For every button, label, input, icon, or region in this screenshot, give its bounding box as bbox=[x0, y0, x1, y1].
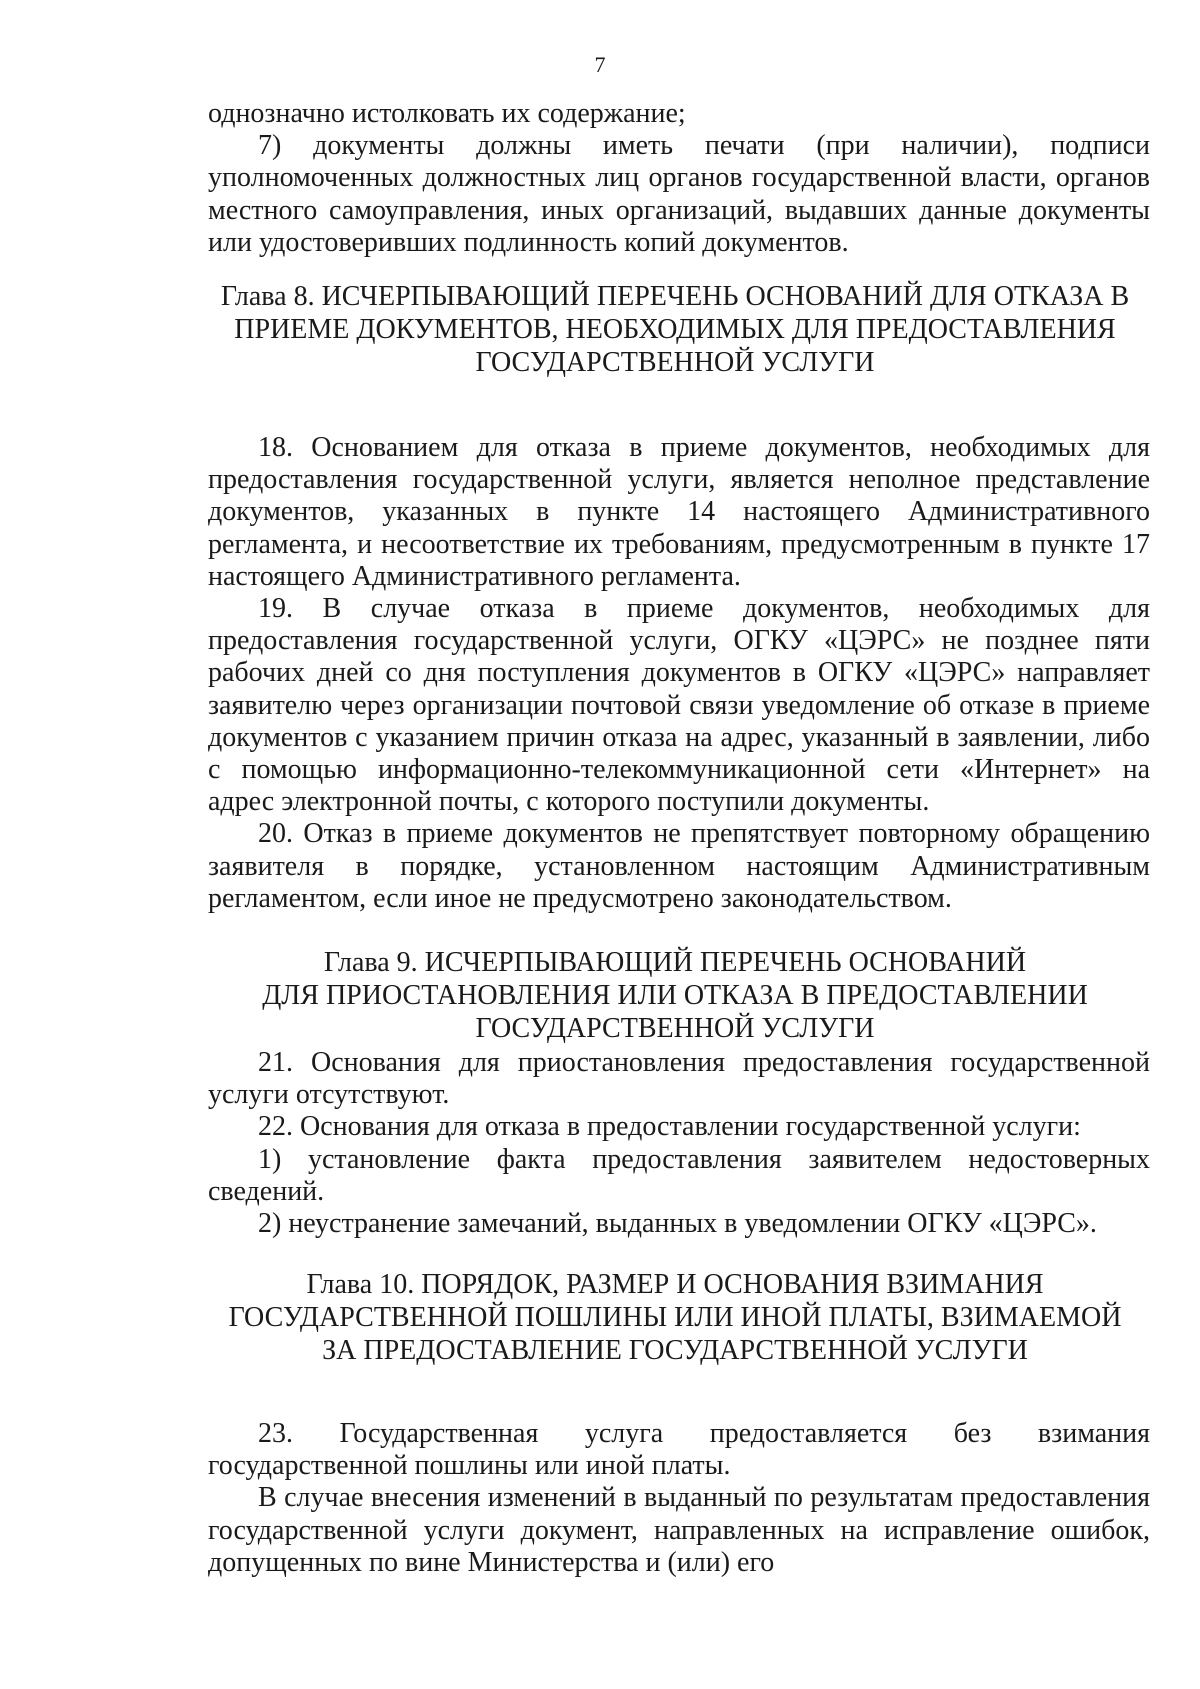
chapter-9-heading-line-2: ДЛЯ ПРИОСТАНОВЛЕНИЯ ИЛИ ОТКАЗА В ПРЕДОСТАВЛЕНИИ bbox=[262, 980, 1088, 1011]
chapter-9-heading-line-1: Глава 9. ИСЧЕРПЫВАЮЩИЙ ПЕРЕЧЕНЬ ОСНОВАНИЙ bbox=[323, 947, 1027, 978]
paragraph-21: 21. Основания для приостановления предоставления государственной услуги отсутствуют. bbox=[208, 1047, 1150, 1111]
paragraph-19: 19. В случае отказа в приеме документов, необходимых для предоставления государственной услуги, ОГКУ «ЦЭРС» не позднее пяти рабочих дней со дня поступления документов в ОГКУ «ЦЭРС» направляет заявителю через организации почтовой связи уведомление об отказе в приеме документов с указанием причин отказа на адрес, указанный в заявлении, либо с помощью информационно-телекоммуникационной сети «Интернет» на адрес электронной почты, с которого поступили документы. bbox=[208, 593, 1150, 818]
paragraph-22: 22. Основания для отказа в предоставлении государственной услуги: bbox=[258, 1111, 1081, 1143]
paragraph-20: 20. Отказ в приеме документов не препятствует повторному обращению заявителя в порядке, установленном настоящим Административным регламентом, если иное не предусмотрено законодательством. bbox=[208, 818, 1150, 914]
chapter-10-heading bbox=[200, 1268, 1150, 1367]
chapter-8-heading bbox=[200, 280, 1150, 379]
paragraph-23-continued: В случае внесения изменений в выданный по результатам предоставления государственной услуги документ, направленных на исправление ошибок, допущенных по вине Министерства и (или) его bbox=[208, 1482, 1150, 1578]
chapter-10-heading-line-1: Глава 10. ПОРЯДОК, РАЗМЕР И ОСНОВАНИЯ ВЗИМАНИЯ bbox=[306, 1269, 1044, 1300]
paragraph-22-item-2: 2) неустранение замечаний, выданных в уведомлении ОГКУ «ЦЭРС». bbox=[258, 1208, 1097, 1240]
paragraph-item-7: 7) документы должны иметь печати (при наличии), подписи уполномоченных должностных лиц органов государственной власти, органов местного самоуправления, иных организаций, выдавших данные документы или удостоверивших подлинность копий документов. bbox=[208, 130, 1150, 258]
chapter-9-heading bbox=[200, 946, 1150, 1045]
paragraph-22-item-1: 1) установление факта предоставления заявителем недостоверных сведений. bbox=[208, 1143, 1150, 1207]
chapter-8-heading-line-3: ГОСУДАРСТВЕННОЙ УСЛУГИ bbox=[475, 347, 875, 378]
chapter-10-heading-line-2: ГОСУДАРСТВЕННОЙ ПОШЛИНЫ ИЛИ ИНОЙ ПЛАТЫ, ВЗИМАЕМОЙ bbox=[228, 1302, 1122, 1333]
chapter-8-heading-line-1: Глава 8. ИСЧЕРПЫВАЮЩИЙ ПЕРЕЧЕНЬ ОСНОВАНИЙ ДЛЯ ОТКАЗА В bbox=[220, 281, 1130, 312]
text-block-2 bbox=[208, 432, 1150, 915]
paragraph-18: 18. Основанием для отказа в приеме документов, необходимых для предоставления государственной услуги, является неполное представление документов, указанных в пункте 14 настоящего Административного регламента, и несоответствие их требованиям, предусмотренным в пункте 17 настоящего Административного регламента. bbox=[208, 432, 1150, 592]
text-block-3 bbox=[208, 1047, 1150, 1240]
paragraph-continuation: однозначно истолковать их содержание; bbox=[208, 98, 686, 129]
chapter-9-heading-line-3: ГОСУДАРСТВЕННОЙ УСЛУГИ bbox=[475, 1013, 875, 1044]
chapter-8-heading-line-2: ПРИЕМЕ ДОКУМЕНТОВ, НЕОБХОДИМЫХ ДЛЯ ПРЕДОСТАВЛЕНИЯ bbox=[234, 314, 1116, 345]
text-block-4 bbox=[208, 1418, 1150, 1579]
text-block-1 bbox=[208, 98, 1150, 259]
page-number: 7 bbox=[594, 52, 606, 77]
chapter-10-heading-line-3: ЗА ПРЕДОСТАВЛЕНИЕ ГОСУДАРСТВЕННОЙ УСЛУГИ bbox=[322, 1335, 1028, 1366]
paragraph-23: 23. Государственная услуга предоставляется без взимания государственной пошлины или иной платы. bbox=[208, 1418, 1150, 1482]
